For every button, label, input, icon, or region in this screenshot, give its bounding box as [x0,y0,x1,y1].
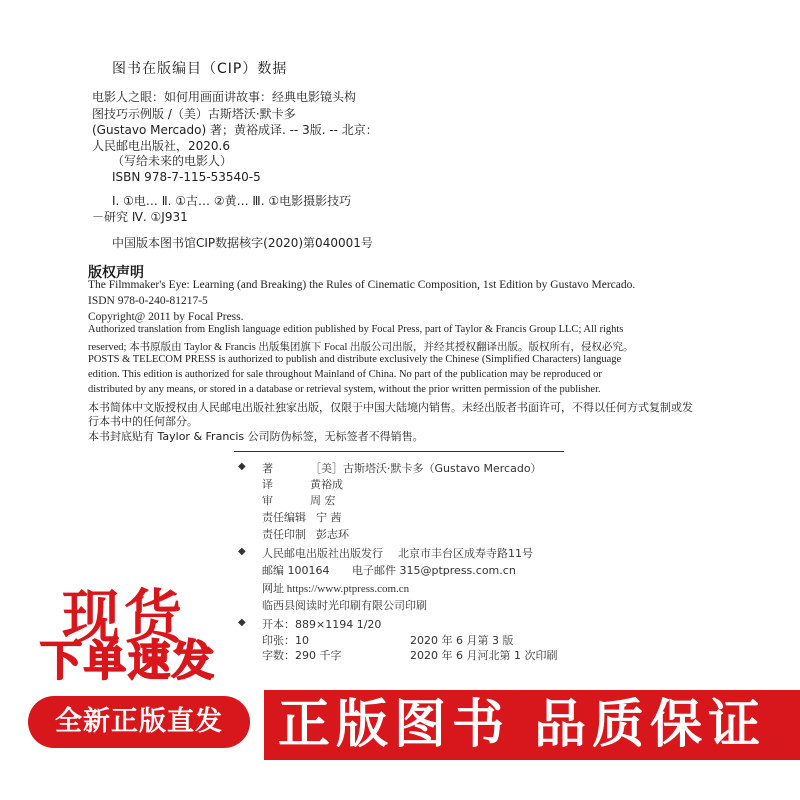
press-address: 北京市丰台区成寿寺路11号 [398,547,533,560]
copyright-heading: 版权声明 [88,265,144,281]
copyright-text-cn: 本书封底贴有 Taylor & Francis 公司防伪标签，无标签者不得销售。 [88,430,424,443]
cip-classification: －研究 Ⅳ. ①J931 [92,210,188,224]
printing: 2020 年 6 月河北第 1 次印刷 [410,649,558,662]
copyright-text: Authorized translation from English language edition published by Focal Press, part of Taylor & Francis Group LLC; All rights [88,324,624,335]
promo-in-stock: 现货 [62,583,187,651]
editor-value: 周 宏 [310,494,336,507]
promo-badge: 全新正版直发 [28,696,250,748]
divider [234,451,564,452]
format: 开本：889×1194 1/20 [262,618,382,631]
copyright-text: distributed by any means, or stored in a database or retrieval system, without the prior written permission of the publisher. [88,384,601,395]
cip-line: （写给未来的电影人） [112,154,233,168]
website: 网址 https://www.ptpress.com.cn [262,583,410,595]
bullet-icon: ◆ [238,546,246,557]
cip-line: 人民邮电出版社，2020.6 [92,139,230,153]
cip-line: 电影人之眼：如何用画面讲故事：经典电影镜头构 [92,90,357,104]
copyright-text: POSTS & TELECOM PRESS is authorized to publish and distribute exclusively the Chinese (Simplified Characters) language [88,354,622,365]
author-value: ［美］古斯塔沃·默卡多（Gustavo Mercado） [310,462,542,475]
words: 字数：290 千字 [262,649,342,662]
cip-line: (Gustavo Mercado) 著；黄裕成译. -- 3版. -- 北京： [92,123,378,137]
resp-print-value: 彭志环 [316,528,349,541]
translator-label: 译 [262,478,273,491]
bullet-icon: ◆ [238,617,246,628]
copyright-text: Copyright@ 2011 by Focal Press. [88,311,244,323]
translator-value: 黄裕成 [310,478,343,491]
press-name: 人民邮电出版社出版发行 [262,547,383,560]
promo-fast-ship [40,628,216,688]
author-label: 著 [262,462,273,475]
printer: 临西县阅读时光印刷有限公司印刷 [262,599,427,612]
promo-fast-ship-text: 下单速发 [40,636,217,685]
promo-banner: 正版图书 品质保证 [264,690,800,760]
cip-isbn: ISBN 978-7-115-53540-5 [112,170,261,184]
resp-editor-label: 责任编辑 [262,511,306,524]
postcode: 邮编 100164 [262,564,330,577]
copyright-text-cn: 本书简体中文版授权由人民邮电出版社独家出版，仅限于中国大陆境内销售。未经出版者书面许可，不得以任何方式复制或发 [88,401,693,414]
cip-classification: Ⅰ. ①电… Ⅱ. ①古… ②黄… Ⅲ. ①电影摄影技巧 [112,194,352,208]
edition: 2020 年 6 月第 3 版 [410,634,514,647]
email: 电子邮件 315@ptpress.com.cn [352,564,516,577]
copyright-text: reserved; 本书原版由 Taylor & Francis 出版集团旗下 Focal 出版公司出版，并经其授权翻译出版。版权所有，侵权必究。 [88,342,634,353]
cip-line: 图技巧示例版 /（美）古斯塔沃·默卡多 [92,107,296,121]
cip-number: 中国版本图书馆CIP数据核字(2020)第040001号 [112,236,373,250]
bullet-icon: ◆ [238,461,246,472]
cip-title: 图书在版编目（CIP）数据 [112,61,288,77]
copyright-text: ISDN 978-0-240-81217-5 [88,295,208,307]
resp-print-label: 责任印制 [262,528,306,541]
editor-label: 审 [262,494,273,507]
copyright-text-cn: 行本书中的任何部分。 [88,415,198,428]
resp-editor-value: 宁 茜 [316,511,342,524]
copyright-text: edition. This edition is authorized for sale throughout Mainland of China. No part of the publication may be reproduced or [88,369,602,380]
copyright-text: The Filmmaker's Eye: Learning (and Breaking) the Rules of Cinematic Composition, 1st Edition by Gustavo Mercado. [88,279,636,291]
sheets: 印张：10 [262,634,309,647]
